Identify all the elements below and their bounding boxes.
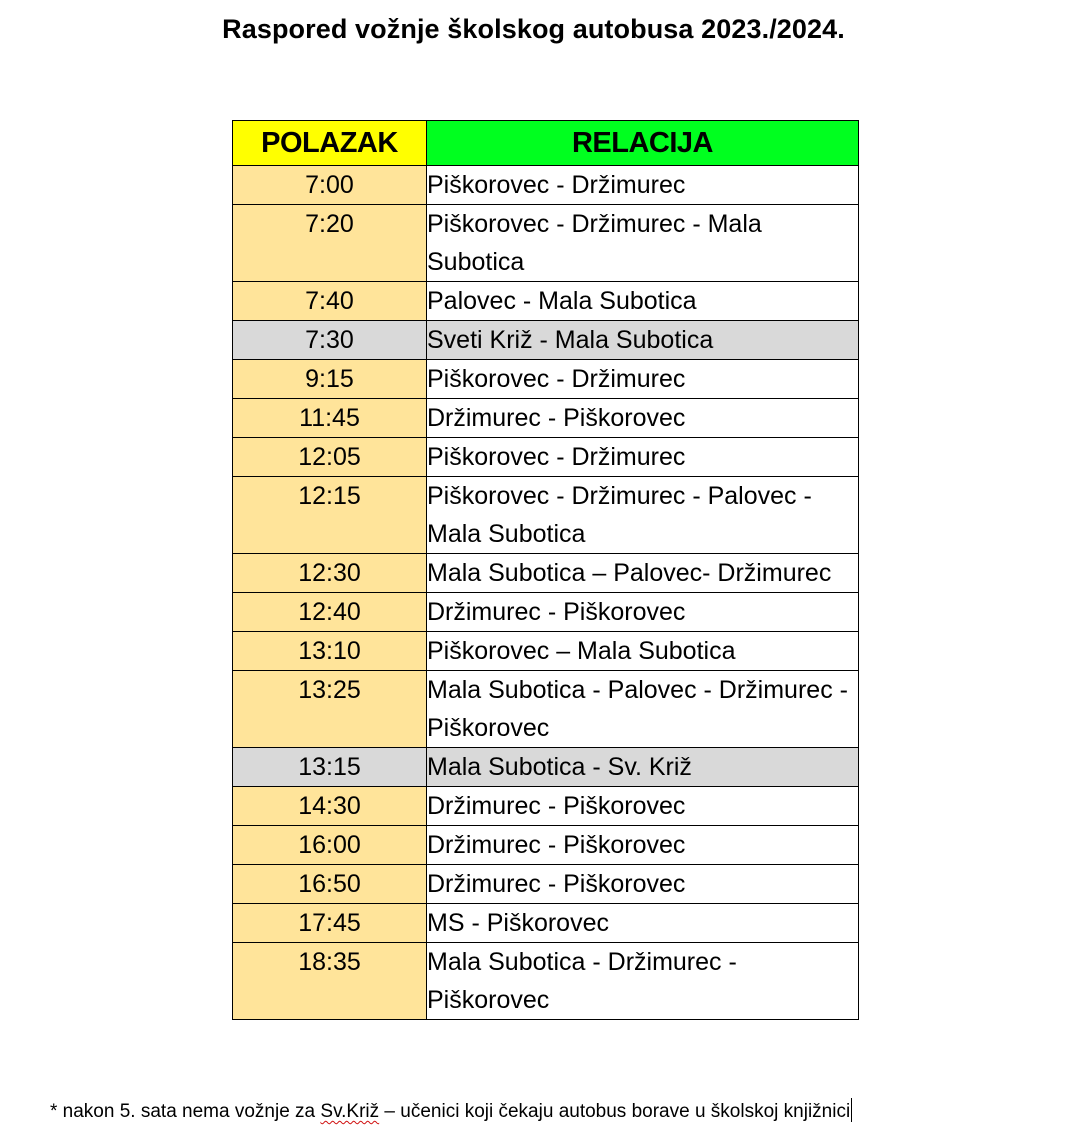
table-row: [233, 865, 859, 904]
route-cell: Mala Subotica - Držimurec - Piškorovec: [427, 943, 859, 1020]
route-cell: Sveti Križ - Mala Subotica: [427, 321, 859, 360]
departure-time-cell: 7:20: [233, 205, 427, 282]
departure-time-cell: 16:00: [233, 826, 427, 865]
departure-time-cell: 12:30: [233, 554, 427, 593]
route-cell: Palovec - Mala Subotica: [427, 282, 859, 321]
departure-time-cell: 13:10: [233, 632, 427, 671]
departure-time-cell: 13:15: [233, 748, 427, 787]
footnote: [50, 1098, 852, 1123]
table-row: [233, 399, 859, 438]
departure-time-cell: 12:40: [233, 593, 427, 632]
table-row: [233, 360, 859, 399]
route-cell: Držimurec - Piškorovec: [427, 865, 859, 904]
table-row: [233, 748, 859, 787]
departure-time-cell: 18:35: [233, 943, 427, 1020]
route-cell: Mala Subotica - Sv. Križ: [427, 748, 859, 787]
route-cell: Piškorovec - Držimurec: [427, 438, 859, 477]
departure-time-cell: 7:30: [233, 321, 427, 360]
route-cell: Držimurec - Piškorovec: [427, 787, 859, 826]
column-header-relacija: RELACIJA: [427, 121, 859, 166]
route-cell: Piškorovec – Mala Subotica: [427, 632, 859, 671]
departure-time-cell: 7:00: [233, 166, 427, 205]
departure-time-cell: 11:45: [233, 399, 427, 438]
route-cell: MS - Piškorovec: [427, 904, 859, 943]
route-cell: Piškorovec - Držimurec: [427, 166, 859, 205]
table-row: [233, 554, 859, 593]
route-cell: Piškorovec - Držimurec: [427, 360, 859, 399]
table-row: [233, 943, 859, 1020]
table-row: [233, 826, 859, 865]
departure-time-cell: 14:30: [233, 787, 427, 826]
table-body: [233, 166, 859, 1020]
route-cell: Piškorovec - Držimurec - Mala Subotica: [427, 205, 859, 282]
table-row: [233, 282, 859, 321]
table-row: [233, 166, 859, 205]
route-cell: Držimurec - Piškorovec: [427, 826, 859, 865]
page-title: Raspored vožnje školskog autobusa 2023./2024.: [222, 14, 845, 44]
table-row: [233, 321, 859, 360]
departure-time-cell: 9:15: [233, 360, 427, 399]
table-header-row: [233, 121, 859, 166]
footnote-spellcheck-word: Sv.Križ: [320, 1101, 380, 1122]
route-cell: Mala Subotica – Palovec- Držimurec: [427, 554, 859, 593]
text-cursor: [851, 1098, 852, 1122]
table-row: [233, 787, 859, 826]
table-row: [233, 593, 859, 632]
bus-schedule-table: [232, 120, 859, 1020]
route-cell: Držimurec - Piškorovec: [427, 593, 859, 632]
table-row: [233, 671, 859, 748]
table-row: [233, 904, 859, 943]
route-cell: Držimurec - Piškorovec: [427, 399, 859, 438]
departure-time-cell: 12:05: [233, 438, 427, 477]
departure-time-cell: 17:45: [233, 904, 427, 943]
column-header-polazak: POLAZAK: [233, 121, 427, 166]
departure-time-cell: 13:25: [233, 671, 427, 748]
departure-time-cell: 7:40: [233, 282, 427, 321]
footnote-text-after: – učenici koji čekaju autobus borave u školskoj knjižnici: [379, 1101, 851, 1122]
footnote-text-before: * nakon 5. sata nema vožnje za: [50, 1101, 321, 1122]
table-row: [233, 205, 859, 282]
table-row: [233, 477, 859, 554]
table-row: [233, 438, 859, 477]
route-cell: Mala Subotica - Palovec - Držimurec - Piškorovec: [427, 671, 859, 748]
departure-time-cell: 12:15: [233, 477, 427, 554]
table-row: [233, 632, 859, 671]
departure-time-cell: 16:50: [233, 865, 427, 904]
route-cell: Piškorovec - Držimurec - Palovec - Mala Subotica: [427, 477, 859, 554]
